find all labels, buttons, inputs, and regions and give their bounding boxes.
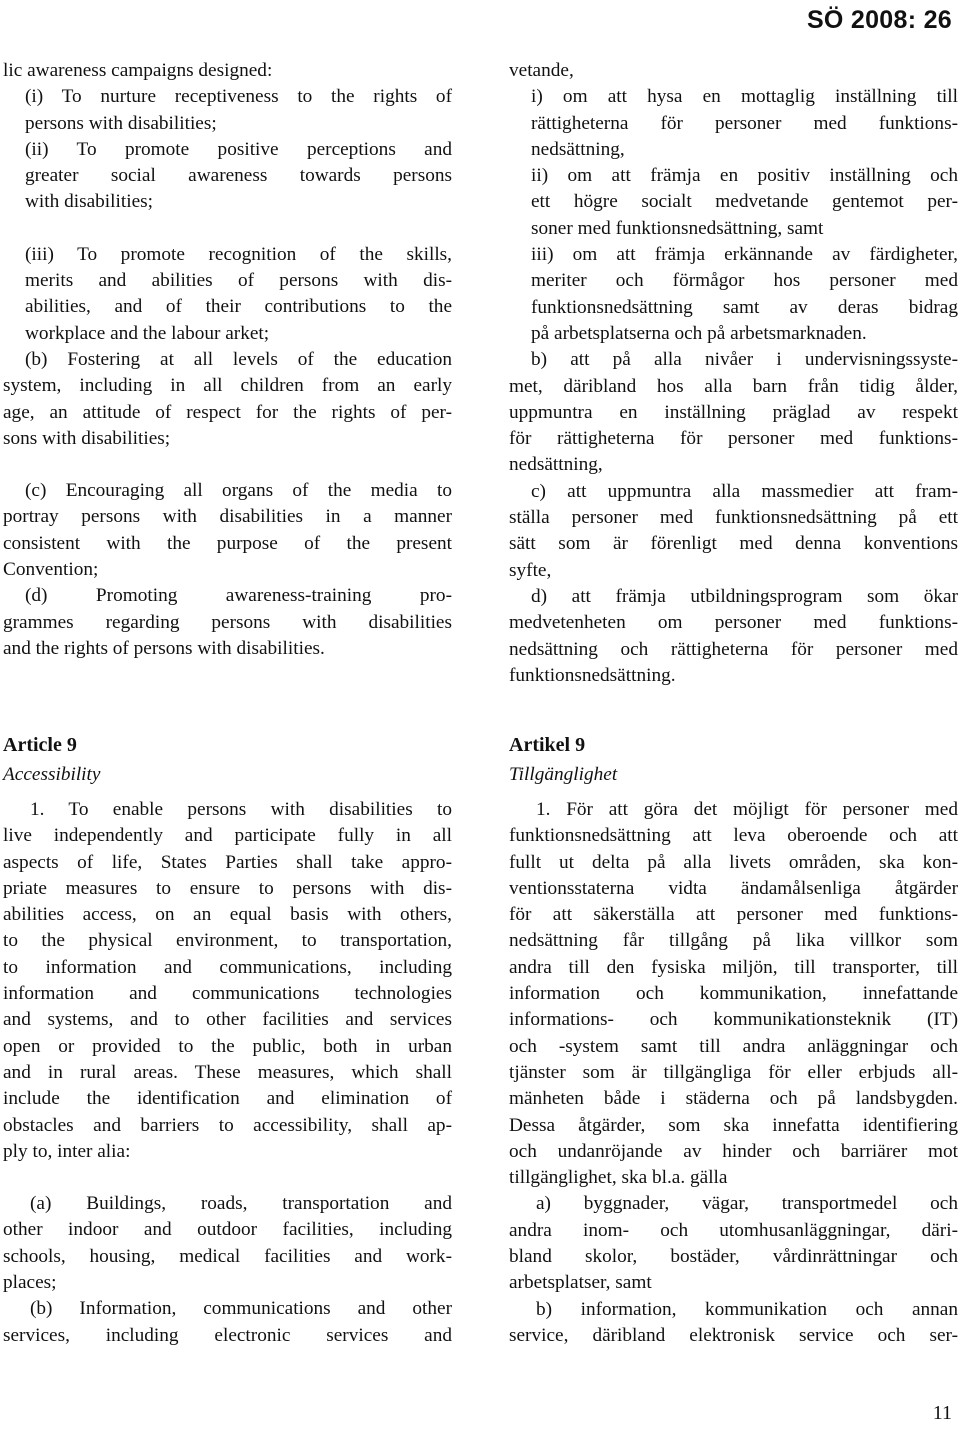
swedish-article-9 (509, 732, 958, 1349)
article-subtitle: Accessibility (3, 764, 101, 785)
text-line: sons with disabilities; (3, 427, 171, 449)
article-title: Article 9 (3, 734, 77, 756)
text-line: tillgänglighet, ska bl.a. gälla (509, 1167, 728, 1189)
text-line: arbetsplatser, samt (509, 1272, 652, 1294)
text-line: Convention; (3, 559, 99, 581)
text-line: andra inom- och utomhusanläggningar, däri- (509, 1219, 958, 1241)
text-line: fullt ut delta på alla livets områden, ska kon- (509, 851, 958, 873)
text-line: live independently and participate fully in all (3, 825, 452, 847)
text-line: funktionsnedsättning att leva oberoende och att (509, 825, 958, 847)
text-line: met, däribland hos alla barn från tidig ålder, (509, 375, 958, 397)
text-line: i) om att hysa en mottaglig inställning till (531, 86, 958, 108)
text-line: d) att främja utbildningsprogram som ökar (531, 585, 958, 607)
text-line: Dessa åtgärder, som ska innefatta identifiering (509, 1114, 958, 1136)
text-line: (iii) To promote recognition of the skills, (25, 243, 452, 265)
text-line: workplace and the labour arket; (25, 322, 270, 344)
article-subtitle: Tillgänglighet (509, 764, 618, 785)
text-line: obstacles and barriers to accessibility, shall ap- (3, 1114, 452, 1136)
text-line: och -system samt till andra anläggningar och (509, 1035, 958, 1057)
text-line: services, including electronic services and (3, 1324, 452, 1346)
text-line: andra till den fysiska miljön, till transporter, till (509, 956, 958, 978)
text-line: information och kommunikation, innefattande (509, 983, 958, 1005)
text-line: abilities access, on an equal basis with others, (3, 904, 452, 926)
text-line: (b) Information, communications and other (30, 1298, 452, 1320)
document-code: SÖ 2008: 26 (806, 6, 952, 34)
page-number: 11 (932, 1402, 952, 1424)
text-line: uppmuntra en inställning präglad av respekt (509, 401, 958, 423)
swedish-awareness-section (509, 58, 958, 689)
text-line: vetande, (509, 60, 574, 81)
text-line: ventionsstaterna vidta ändamålsenliga åtgärder (509, 877, 958, 899)
text-line: schools, housing, medical facilities and work- (3, 1245, 452, 1267)
text-line: persons with disabilities; (25, 112, 217, 134)
text-line: with disabilities; (25, 191, 154, 213)
text-line: syfte, (509, 559, 552, 581)
text-line: open or provided to the public, both in urban (3, 1035, 452, 1057)
text-line: system, including in all children from an early (3, 375, 452, 397)
text-line: and the rights of persons with disabilities. (3, 637, 325, 659)
text-line: (a) Buildings, roads, transportation and (30, 1193, 452, 1215)
text-line: rättigheterna för personer med funktions- (531, 112, 958, 134)
text-line: informations- och kommunikationsteknik (IT) (509, 1009, 958, 1031)
text-line: och undanröjande av hinder och barriärer mot (509, 1140, 958, 1162)
text-line: age, an attitude of respect for the rights of per- (3, 401, 452, 423)
english-article-9 (3, 732, 452, 1349)
text-line: sätt som är förenligt med denna konventions (509, 533, 958, 555)
text-line: and in rural areas. These measures, which shall (3, 1061, 452, 1083)
english-awareness-section (3, 58, 452, 662)
text-line: c) att uppmuntra alla massmedier att fram- (531, 480, 958, 502)
text-line: other indoor and outdoor facilities, including (3, 1219, 452, 1241)
text-line: nedsättning får tillgång på lika villkor som (509, 930, 958, 952)
text-line: på arbetsplatserna och på arbetsmarknaden. (531, 322, 867, 344)
text-line: to information and communications, including (3, 956, 452, 978)
text-line: aspects of life, States Parties shall take appro- (3, 851, 452, 873)
text-line: priate measures to ensure to persons with dis- (3, 877, 452, 899)
text-line: to the physical environment, to transportation, (3, 930, 452, 952)
text-line: för rättigheterna för personer med funktions- (509, 428, 958, 450)
text-line: places; (3, 1272, 57, 1294)
text-line: b) information, kommunikation och annan (536, 1298, 958, 1320)
text-line: ställa personer med funktionsnedsättning på ett (509, 507, 958, 529)
text-line: 1. För att göra det möjligt för personer med (536, 799, 958, 820)
text-line: (d) Promoting awareness-training pro- (25, 585, 452, 607)
text-line: (ii) To promote positive perceptions and (25, 138, 452, 160)
text-line: för att säkerställa att personer med funktions- (509, 904, 958, 926)
text-line: (c) Encouraging all organs of the media to (25, 480, 452, 502)
text-line: nedsättning och rättigheterna för personer med (509, 638, 958, 660)
text-line: service, däribland elektronisk service och ser- (509, 1324, 958, 1346)
text-line: abilities, and of their contributions to the (25, 296, 452, 318)
text-line: ply to, inter alia: (3, 1140, 131, 1162)
text-line: and systems, and to other facilities and services (3, 1009, 452, 1031)
text-line: consistent with the purpose of the present (3, 532, 452, 554)
text-line: (i) To nurture receptiveness to the rights of (25, 86, 452, 108)
article-title: Artikel 9 (509, 734, 586, 756)
text-line: mänheten både i städerna och på landsbygden. (509, 1088, 958, 1110)
text-line: 1. To enable persons with disabilities to (30, 799, 452, 820)
text-line: nedsättning, (531, 138, 625, 160)
text-line: a) byggnader, vägar, transportmedel och (536, 1193, 958, 1215)
text-line: ii) om att främja en positiv inställning och (531, 165, 958, 187)
text-line: include the identification and elimination of (3, 1088, 452, 1110)
text-line: b) att på alla nivåer i undervisningssyste- (531, 349, 958, 371)
text-line: meriter och förmågor hos personer med (531, 270, 958, 292)
text-line: merits and abilities of persons with dis- (25, 270, 452, 292)
text-line: funktionsnedsättning. (509, 664, 676, 686)
text-line: medvetenheten om personer med funktions- (509, 612, 958, 634)
text-line: tjänster som är tillgängliga för eller erbjuds all- (509, 1061, 958, 1083)
text-line: nedsättning, (509, 454, 603, 476)
text-line: grammes regarding persons with disabilities (3, 611, 452, 633)
text-line: iii) om att främja erkännande av färdigheter, (531, 244, 958, 266)
text-line: greater social awareness towards persons (25, 165, 452, 187)
text-line: (b) Fostering at all levels of the education (25, 348, 452, 370)
text-line: information and communications technologies (3, 983, 452, 1005)
text-line: funktionsnedsättning samt av deras bidrag (531, 296, 958, 318)
text-line: lic awareness campaigns designed: (3, 60, 273, 81)
text-line: ett högre socialt medvetande gentemot per- (531, 191, 958, 213)
text-line: portray persons with disabilities in a manner (3, 506, 452, 528)
text-line: soner med funktionsnedsättning, samt (531, 217, 824, 239)
text-line: bland skolor, bostäder, vårdinrättningar och (509, 1246, 958, 1268)
